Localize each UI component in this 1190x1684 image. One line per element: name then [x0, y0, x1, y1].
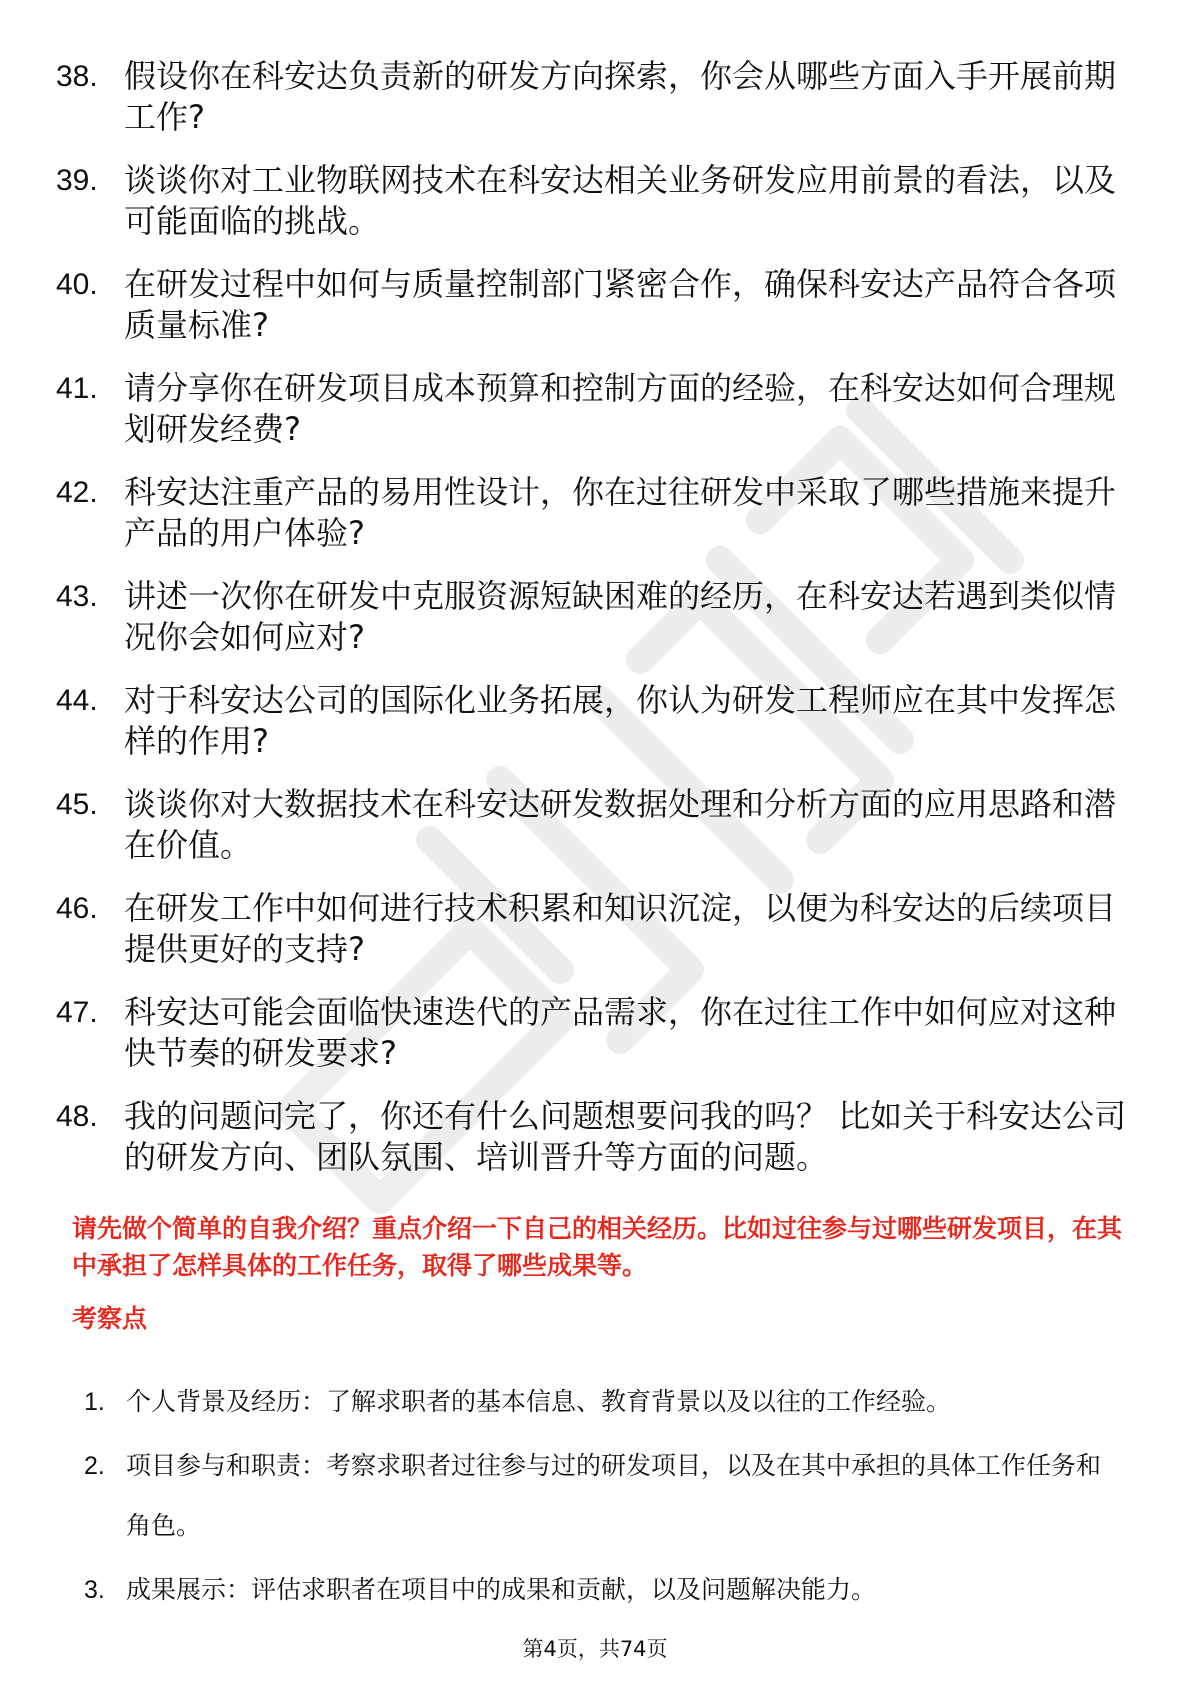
question-item [56, 160, 1136, 242]
question-text: 讲述一次你在研发中克服资源短缺困难的经历，在科安达若遇到类似情况你会如何应对? [124, 577, 1117, 656]
question-item [56, 576, 1136, 658]
question-number: 46. [56, 892, 98, 925]
focus-point [84, 1372, 1120, 1432]
focus-point-text: 成果展示：评估求职者在项目中的成果和贡献，以及问题解决能力。 [126, 1575, 877, 1604]
question-number: 39. [56, 164, 98, 197]
focus-point-number: 2. [84, 1452, 105, 1480]
question-text: 对于科安达公司的国际化业务拓展，你认为研发工程师应在其中发挥怎样的作用? [124, 681, 1117, 760]
question-text: 科安达注重产品的易用性设计，你在过往研发中采取了哪些措施来提升产品的用户体验? [124, 473, 1117, 552]
question-item [56, 368, 1136, 450]
question-text: 请分享你在研发项目成本预算和控制方面的经验，在科安达如何合理规划研发经费? [124, 369, 1117, 448]
question-text: 谈谈你对大数据技术在科安达研发数据处理和分析方面的应用思路和潜在价值。 [124, 785, 1117, 864]
focus-heading: 考察点 [72, 1304, 148, 1333]
question-item [56, 1096, 1136, 1178]
focus-point-text: 项目参与和职责：考察求职者过往参与过的研发项目，以及在其中承担的具体工作任务和角色。 [126, 1451, 1102, 1540]
question-number: 40. [56, 268, 98, 301]
question-number: 48. [56, 1100, 98, 1133]
page-footer: 第4页，共74页 [522, 1637, 668, 1661]
question-number: 42. [56, 476, 98, 509]
question-item [56, 56, 1136, 138]
focus-point-number: 1. [84, 1388, 105, 1416]
question-item [56, 784, 1136, 866]
focus-point [84, 1436, 1120, 1556]
question-item [56, 680, 1136, 762]
focus-point-text: 个人背景及经历：了解求职者的基本信息、教育背景以及以往的工作经验。 [126, 1387, 952, 1416]
question-item [56, 888, 1136, 970]
intro-question: 请先做个简单的自我介绍？重点介绍一下自己的相关经历。比如过往参与过哪些研发项目，在其中承担了怎样具体的工作任务，取得了哪些成果等。 [72, 1214, 1123, 1280]
question-text: 在研发工作中如何进行技术积累和知识沉淀，以便为科安达的后续项目提供更好的支持? [124, 889, 1117, 968]
question-text: 假设你在科安达负责新的研发方向探索，你会从哪些方面入手开展前期工作? [124, 57, 1117, 136]
question-number: 44. [56, 684, 98, 717]
question-number: 38. [56, 60, 98, 93]
question-item [56, 472, 1136, 554]
question-number: 43. [56, 580, 98, 613]
question-list [56, 56, 1136, 1200]
focus-point-number: 3. [84, 1576, 105, 1604]
question-number: 47. [56, 996, 98, 1029]
question-item [56, 992, 1136, 1074]
question-text: 我的问题问完了，你还有什么问题想要问我的吗？ 比如关于科安达公司的研发方向、团队氛围、培训晋升等方面的问题。 [124, 1097, 1127, 1176]
question-number: 41. [56, 372, 98, 405]
question-number: 45. [56, 788, 98, 821]
question-text: 谈谈你对工业物联网技术在科安达相关业务研发应用前景的看法，以及可能面临的挑战。 [124, 161, 1117, 240]
question-text: 在研发过程中如何与质量控制部门紧密合作，确保科安达产品符合各项质量标准? [124, 265, 1117, 344]
focus-point [84, 1560, 1120, 1620]
question-text: 科安达可能会面临快速迭代的产品需求，你在过往工作中如何应对这种快节奏的研发要求? [124, 993, 1117, 1072]
question-item [56, 264, 1136, 346]
focus-point-list [84, 1372, 1120, 1624]
